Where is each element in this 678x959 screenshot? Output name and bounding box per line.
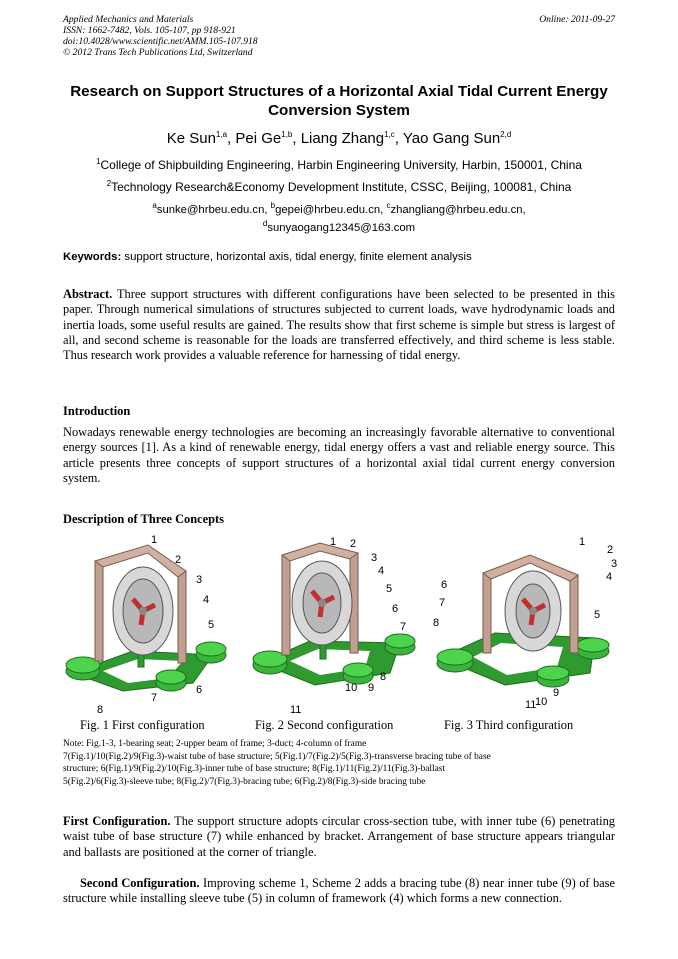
svg-text:1: 1 xyxy=(330,536,337,548)
svg-text:9: 9 xyxy=(368,682,375,694)
svg-text:2: 2 xyxy=(607,544,614,556)
introduction-heading: Introduction xyxy=(63,404,131,418)
svg-text:5: 5 xyxy=(386,583,393,595)
affiliation-1 xyxy=(40,157,638,172)
author-name: Liang Zhang xyxy=(300,130,385,147)
affiliation-text: College of Shipbuilding Engineering, Harbin Engineering University, Harbin, 150001, China xyxy=(100,158,582,172)
abstract-label: Abstract. xyxy=(63,287,113,301)
affiliation-sup: 2 xyxy=(106,179,112,188)
svg-text:2: 2 xyxy=(175,554,182,566)
svg-text:6: 6 xyxy=(392,603,399,615)
figure-3-caption: Fig. 3 Third configuration xyxy=(444,718,574,732)
figure-1-duct xyxy=(113,567,173,655)
author-emails xyxy=(40,199,638,235)
figure-3-duct xyxy=(505,571,561,651)
figure-1-illustration xyxy=(63,533,243,715)
svg-text:5: 5 xyxy=(208,619,215,631)
copyright: © 2012 Trans Tech Publications Ltd, Switzerland xyxy=(63,47,253,58)
affiliation-text: Technology Research&Economy Development Institute, CSSC, Beijing, 100081, China xyxy=(111,180,572,194)
email-d[interactable]: sunyaogang12345@163.com xyxy=(267,221,416,234)
affiliation-sup: 1 xyxy=(96,157,101,166)
second-configuration xyxy=(63,876,615,907)
svg-text:3: 3 xyxy=(371,552,378,564)
concepts-heading: Description of Three Concepts xyxy=(63,512,224,526)
first-configuration-label: First Configuration. xyxy=(63,814,171,828)
abstract-text: Three support structures with different configurations have been selected to be presented in this paper. Through numerical simulations of structures subjected to current loads, wave hydrodynamic loads and inertia loads, some useful results are gained. The results show that first scheme is simple but stress is largest of all, and second scheme is reasonable for the loads are transferred effectively, and third scheme is less stable. Thus research work provides a valuable reference for harnessing of tidal energy. xyxy=(63,287,616,363)
email-sup: c xyxy=(386,201,391,210)
journal-name: Applied Mechanics and Materials xyxy=(63,14,194,25)
note-line: 7(Fig.1)/10(Fig.2)/9(Fig.3)-waist tube of base structure; 5(Fig.1)/7(Fig.2)/5(Fig.3)-transverse bracing tube of base xyxy=(63,751,491,762)
svg-text:6: 6 xyxy=(441,579,448,591)
svg-text:3: 3 xyxy=(196,574,203,586)
first-configuration-text: The support structure adopts circular cross-section tube, with inner tube (6) penetrating waist tube of base structure (7) while enhanced by bracket. Arrangement of base structure appears triangular and ballasts are positioned at the corner of triangle. xyxy=(63,814,615,859)
figure-2-caption: Fig. 2 Second configuration xyxy=(255,718,394,732)
author-sup: 1,c xyxy=(384,130,395,139)
email-b[interactable]: gepei@hrbeu.edu.cn, xyxy=(275,203,384,216)
keywords-text: support structure, horizontal axis, tidal energy, finite element analysis xyxy=(124,251,472,263)
second-configuration-text: Improving scheme 1, Scheme 2 adds a bracing tube (8) near inner tube (9) of base structure while installing sleeve tube (5) in column of framework (4) which forms a new connection. xyxy=(63,876,615,906)
email-c[interactable]: zhangliang@hrbeu.edu.cn, xyxy=(390,203,526,216)
figure-1-caption: Fig. 1 First configuration xyxy=(80,718,205,732)
abstract xyxy=(63,287,615,363)
author-separator: , xyxy=(292,130,301,147)
author-list xyxy=(40,130,638,147)
svg-text:7: 7 xyxy=(439,597,446,609)
figure-3-label-4: 4 xyxy=(606,571,613,583)
svg-text:3: 3 xyxy=(611,558,618,570)
doi: doi:10.4028/www.scientific.net/AMM.105-107.918 xyxy=(63,36,258,47)
introduction-text: Nowadays renewable energy technologies are becoming an increasingly favorable alternative to conventional energy sources [1]. As a kind of renewable energy, tidal energy offers a vast and reliable energy source. This article presents three concepts of support structures of a horizontal axial tidal current energy conversion system. xyxy=(63,425,615,485)
figure-3-label-5: 5 xyxy=(594,609,601,621)
affiliation-2 xyxy=(40,179,638,194)
author-name: Yao Gang Sun xyxy=(402,130,501,147)
first-configuration xyxy=(63,814,615,860)
author-separator: , xyxy=(227,130,236,147)
author-separator: , xyxy=(394,130,403,147)
svg-text:10: 10 xyxy=(345,682,358,694)
author-sup: 1,a xyxy=(215,130,228,139)
paper-title: Research on Support Structures of a Horizontal Axial Tidal Current Energy Conversion System xyxy=(70,83,608,119)
svg-text:7: 7 xyxy=(151,692,158,704)
email-a[interactable]: sunke@hrbeu.edu.cn, xyxy=(156,203,268,216)
figure-2-illustration xyxy=(250,533,430,715)
figure-3-illustration xyxy=(433,533,618,715)
svg-text:8: 8 xyxy=(97,704,104,716)
email-sup: a xyxy=(152,201,157,210)
svg-text:4: 4 xyxy=(378,565,385,577)
svg-text:9: 9 xyxy=(553,687,560,699)
journal-header xyxy=(63,14,615,58)
svg-text:1: 1 xyxy=(579,536,586,548)
author-sup: 2,d xyxy=(500,130,512,139)
author-name: Ke Sun xyxy=(166,130,216,147)
svg-text:1: 1 xyxy=(151,534,158,546)
note-line: Note: Fig.1-3, 1-bearing seat; 2-upper beam of frame; 3-duct; 4-column of frame xyxy=(63,739,367,749)
svg-text:6: 6 xyxy=(196,684,203,696)
svg-text:10: 10 xyxy=(535,696,548,708)
svg-text:11: 11 xyxy=(525,699,537,711)
author-sup: 1,b xyxy=(281,130,293,139)
note-line: 5(Fig.2)/6(Fig.3)-sleeve tube; 8(Fig.2)/7(Fig.3)-bracing tube; 6(Fig.2)/8(Fig.3)-side bracing tube xyxy=(63,776,426,787)
svg-text:8: 8 xyxy=(433,617,440,629)
svg-text:11: 11 xyxy=(290,704,302,716)
online-date: Online: 2011-09-27 xyxy=(539,14,615,25)
second-configuration-label: Second Configuration. xyxy=(80,876,200,890)
svg-text:4: 4 xyxy=(203,594,210,606)
email-sup: d xyxy=(262,218,268,228)
note-line: structure; 6(Fig.1)/9(Fig.2)/10(Fig.3)-inner tube of base structure; 8(Fig.1)/11(Fig.2)/11(Fig.3)-ballast xyxy=(63,764,446,775)
svg-text:2: 2 xyxy=(350,538,357,550)
author-name: Pei Ge xyxy=(235,130,282,147)
svg-text:7: 7 xyxy=(400,621,407,633)
figure-2-duct xyxy=(292,561,352,645)
keywords xyxy=(63,251,623,263)
figure-note xyxy=(63,738,615,788)
figure-row xyxy=(63,533,618,716)
svg-text:8: 8 xyxy=(380,671,387,683)
issn: ISSN: 1662-7482, Vols. 105-107, pp 918-921 xyxy=(63,25,236,36)
keywords-label: Keywords: xyxy=(63,251,122,263)
email-sup: b xyxy=(270,201,276,210)
